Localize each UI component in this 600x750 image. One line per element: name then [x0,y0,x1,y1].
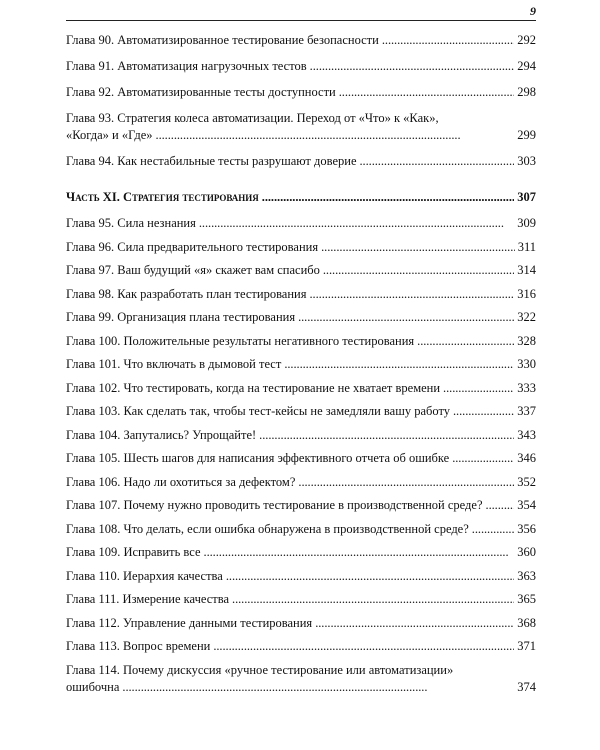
toc-entry-title: Глава 101. Что включать в дымовой тест [66,357,282,371]
toc-entry-title-line1: Глава 114. Почему дискуссия «ручное тестирование или автоматизации» [66,662,454,677]
toc-entry-title: Глава 91. Автоматизация нагрузочных тестов [66,59,307,73]
toc-entry-title: Глава 109. Исправить все [66,545,201,559]
toc-entry-114[interactable] [66,662,536,698]
leader-dots [259,427,514,444]
toc-entry-title: Глава 113. Вопрос времени [66,639,211,653]
toc-entry-91[interactable] [66,58,536,84]
leader-dots [382,32,514,49]
toc-entry-page: 316 [517,286,536,301]
toc-entry-page: 333 [517,380,536,395]
leader-dots [360,153,515,170]
toc-entry-page: 352 [517,474,536,489]
toc-entry-page: 343 [517,427,536,442]
toc-entry-title: Глава 104. Запутались? Упрощайте! [66,427,257,442]
toc-entry-title: Глава 110. Иерархия качества [66,568,223,583]
toc-entry-page: 365 [517,592,536,606]
toc-entry-102[interactable] [66,380,536,404]
toc-entry-title: Глава 98. Как разработать план тестирования [66,286,307,301]
leader-dots [315,615,514,632]
leader-dots [232,591,514,608]
toc-entry-title: Глава 112. Управление данными тестирования [66,615,313,630]
toc-entry-page: 374 [517,679,536,694]
toc-entry-page: 368 [517,615,536,630]
toc-entry-113[interactable] [66,638,536,662]
toc-entry-page: 356 [517,521,536,536]
leader-dots [213,638,514,655]
toc-entry-103[interactable] [66,403,536,427]
leader-dots [321,239,515,256]
leader-dots [310,58,515,75]
toc-entry-99[interactable] [66,309,536,333]
toc-part-11[interactable] [66,189,536,215]
toc-entry-title: Глава 94. Как нестабильные тесты разрушают доверие [66,154,357,168]
toc-entry-title: Глава 105. Шесть шагов для написания эффективного отчета об ошибке [66,451,450,465]
toc-entry-107[interactable] [66,497,536,521]
toc-entry-title: Глава 96. Сила предварительного тестирования [66,239,319,254]
toc-entry-92[interactable] [66,84,536,110]
toc-entry-page: 311 [517,239,536,254]
leader-dots [339,84,515,101]
toc-entry-title: Глава 102. Что тестировать, когда на тестирование не хватает времени [66,380,441,395]
toc-entry-page: 303 [517,154,536,168]
toc-entry-93[interactable] [66,110,536,153]
toc-entry-98[interactable] [66,286,536,310]
leader-dots [156,127,515,144]
toc-entry-111[interactable] [66,591,536,615]
leader-dots [417,333,514,350]
page-header [66,0,536,21]
toc-entry-title-line1: Глава 93. Стратегия колеса автоматизации. Переход от «Что» к «Как», [66,111,439,125]
leader-dots [298,309,514,326]
leader-dots [122,679,514,696]
toc-entry-title: ошибочна [66,679,120,694]
toc-entry-106[interactable] [66,474,536,498]
leader-dots [298,474,514,491]
toc-entry-page: 346 [517,451,536,465]
toc-entry-title: Глава 92. Автоматизированные тесты доступности [66,85,336,99]
leader-dots [284,356,514,373]
toc-entry-page: 299 [517,128,536,142]
part-title: Часть XI. Стратегия тестирования [66,190,259,204]
toc-entry-94[interactable] [66,153,536,189]
toc-entry-101[interactable] [66,356,536,380]
toc-entry-title: «Когда» и «Где» [66,128,153,142]
toc-entry-105[interactable] [66,450,536,474]
toc-entry-title: Глава 108. Что делать, если ошибка обнаружена в производственной среде? [66,521,469,536]
toc-entry-97[interactable] [66,262,536,286]
toc-entry-page: 354 [517,498,536,512]
toc-entry-title: Глава 100. Положительные результаты негативного тестирования [66,333,415,348]
toc-entry-page: 298 [517,85,536,99]
leader-dots [323,262,514,279]
toc-entry-108[interactable] [66,521,536,545]
toc-entry-104[interactable] [66,427,536,451]
leader-dots [443,380,514,397]
leader-dots [226,568,514,585]
toc-entry-title: Глава 111. Измерение качества [66,592,230,606]
leader-dots [204,544,515,561]
table-of-contents [66,32,536,698]
leader-dots [452,450,514,467]
toc-entry-page: 314 [517,263,536,277]
leader-dots [453,403,514,420]
toc-entry-112[interactable] [66,615,536,639]
toc-entry-title: Глава 99. Организация плана тестирования [66,310,296,324]
toc-entry-title: Глава 103. Как сделать так, чтобы тест-кейсы не замедляли вашу работу [66,404,450,418]
toc-entry-page: 337 [517,404,536,418]
toc-entry-page: 360 [517,545,536,559]
toc-entry-title: Глава 97. Ваш будущий «я» скажет вам спасибо [66,263,320,277]
toc-entry-page: 371 [517,639,536,653]
toc-entry-page: 330 [517,357,536,371]
toc-entry-title: Глава 106. Надо ли охотиться за дефектом? [66,474,296,489]
toc-entry-page: 328 [517,333,536,348]
toc-entry-109[interactable] [66,544,536,568]
toc-entry-96[interactable] [66,239,536,263]
toc-entry-95[interactable] [66,215,536,239]
toc-entry-page: 292 [517,33,536,47]
part-page: 307 [517,190,536,204]
toc-entry-90[interactable] [66,32,536,58]
leader-dots [310,286,515,303]
leader-dots [262,189,514,206]
toc-entry-page: 363 [517,568,536,583]
leader-dots [486,497,515,514]
toc-entry-page: 322 [517,310,536,324]
toc-entry-110[interactable] [66,568,536,592]
toc-entry-page: 294 [517,59,536,73]
toc-entry-title: Глава 107. Почему нужно проводить тестирование в производственной среде? [66,498,483,512]
toc-entry-100[interactable] [66,333,536,357]
toc-entry-page: 309 [517,216,536,230]
toc-entry-title: Глава 90. Автоматизированное тестирование безопасности [66,33,379,47]
toc-entry-title: Глава 95. Сила незнания [66,216,196,230]
page-number: 9 [530,4,536,18]
leader-dots [199,215,514,232]
leader-dots [472,521,514,538]
